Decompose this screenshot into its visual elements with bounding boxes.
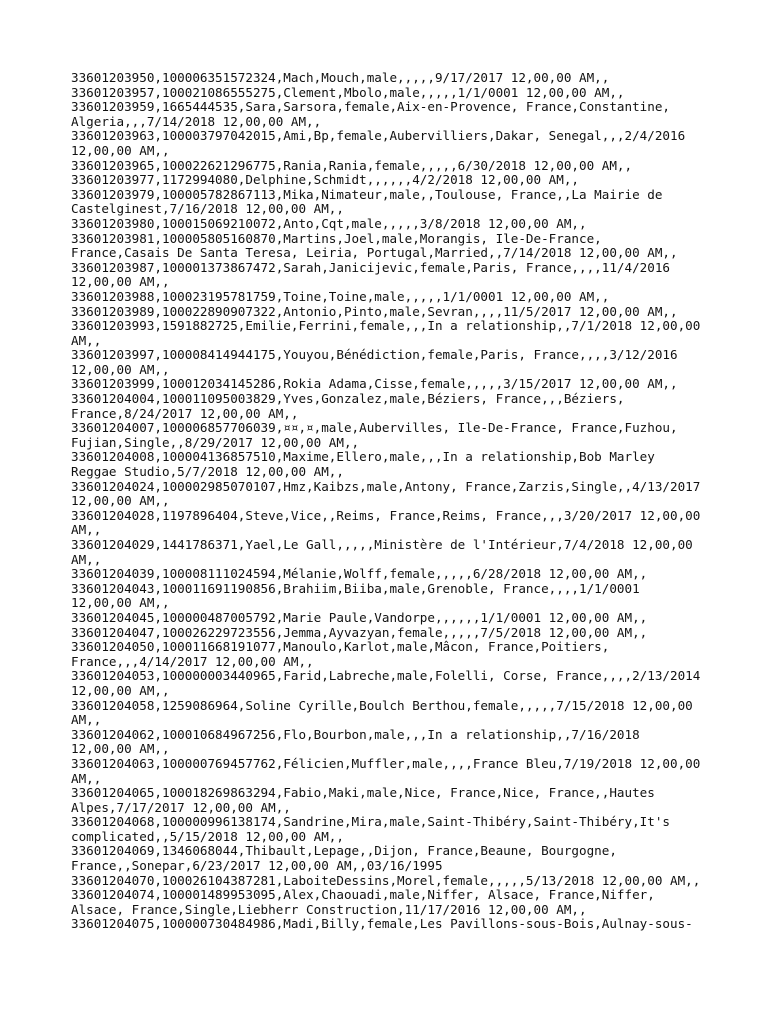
text-line: 33601204045,100000487005792,Marie Paule,Vandorpe,,,,,,1/1/0001 12,00,00 AM,, [71,609,648,625]
text-line: 33601204043,100011691190856,Brahiim,Biiba,male,Grenoble, France,,,,1/1/0001 [71,580,640,596]
text-line: 33601203959,1665444535,Sara,Sarsora,female,Aix-en-Provence, France,Constantine, [71,99,670,115]
text-line: AM,, [71,522,102,538]
text-line: 33601204024,100002985070107,Hmz,Kaibzs,male,Antony, France,Zarzis,Single,,4/13/2017 [71,478,701,494]
text-line: 33601204075,100000730484986,Madi,Billy,female,Les Pavillons-sous-Bois,Aulnay-sous- [71,916,693,932]
text-line: Fujian,Single,,8/29/2017 12,00,00 AM,, [71,434,360,450]
text-line: 12,00,00 AM,, [71,682,170,698]
text-line: France,Casais De Santa Teresa, Leiria, Portugal,Married,,7/14/2018 12,00,00 AM,, [71,245,678,261]
text-line: 12,00,00 AM,, [71,493,170,509]
text-line: AM,, [71,551,102,567]
document-text [71,71,711,932]
text-line: 33601204029,1441786371,Yael,Le Gall,,,,,Ministère de l'Intérieur,7/4/2018 12,00,00 [71,537,693,552]
text-line: Alpes,7/17/2017 12,00,00 AM,, [71,799,291,815]
text-line: 33601204062,100010684967256,Flo,Bourbon,male,,,In a relationship,,7/16/2018 [71,726,640,742]
text-line: France,,,4/14/2017 12,00,00 AM,, [71,653,314,669]
text-line: 33601204063,100000769457762,Félicien,Muffler,male,,,,France Bleu,7/19/2018 12,00,00 [71,755,701,771]
text-line: 12,00,00 AM,, [71,142,170,158]
text-line: 33601204004,100011095003829,Yves,Gonzalez,male,Béziers, France,,,Béziers, [71,391,625,407]
text-line: Algeria,,,7/14/2018 12,00,00 AM,, [71,113,322,129]
text-line: 33601204028,1197896404,Steve,Vice,,Reims, France,Reims, France,,,3/20/2017 12,00,00 [71,507,701,523]
text-line: 33601203987,100001373867472,Sarah,Janicijevic,female,Paris, France,,,,11/4/2016 [71,259,670,275]
text-line: Alsace, France,Single,Liebherr Construction,11/17/2016 12,00,00 AM,, [71,901,587,917]
text-line: 33601203957,100021086555275,Clement,Mbolo,male,,,,,1/1/0001 12,00,00 AM,, [71,84,625,100]
text-line: 33601204074,100001489953095,Alex,Chaouadi,male,Niffer, Alsace, France,Niffer, [71,887,655,903]
text-line: 33601204039,100008111024594,Mélanie,Wolff,female,,,,,6/28/2018 12,00,00 AM,, [71,566,648,582]
text-line: 33601204070,100026104387281,LaboiteDessins,Morel,female,,,,,5/13/2018 12,00,00 AM,, [71,872,701,888]
text-line: 12,00,00 AM,, [71,595,170,611]
text-line: 33601204008,100004136857510,Maxime,Ellero,male,,,In a relationship,Bob Marley [71,449,655,465]
text-line: 12,00,00 AM,, [71,741,170,757]
text-line: 33601203997,100008414944175,Youyou,Bénédiction,female,Paris, France,,,,3/12/2016 [71,347,678,363]
text-line: 33601203999,100012034145286,Rokia Adama,Cisse,female,,,,,3/15/2017 12,00,00 AM,, [71,376,678,392]
text-line: France,,Sonepar,6/23/2017 12,00,00 AM,,03/16/1995 [71,858,443,874]
text-line: 33601204065,100018269863294,Fabio,Maki,male,Nice, France,Nice, France,,Hautes [71,785,655,801]
text-line: 33601203965,100022621296775,Rania,Rania,female,,,,,6/30/2018 12,00,00 AM,, [71,157,633,173]
text-line: 33601204050,100011668191077,Manoulo,Karlot,male,Mâcon, France,Poitiers, [71,639,610,655]
text-line: 33601203993,1591882725,Emilie,Ferrini,female,,,In a relationship,,7/1/2018 12,00,00 [71,318,701,334]
text-line: 33601204058,1259086964,Soline Cyrille,Boulch Berthou,female,,,,,7/15/2018 12,00,00 [71,697,693,713]
text-line: 33601203988,100023195781759,Toine,Toine,male,,,,,1/1/0001 12,00,00 AM,, [71,288,610,304]
text-line: 33601203989,100022890907322,Antonio,Pinto,male,Sevran,,,,11/5/2017 12,00,00 AM,, [71,303,678,319]
text-line: 12,00,00 AM,, [71,274,170,290]
text-line: complicated,,5/15/2018 12,00,00 AM,, [71,828,344,844]
text-line: Reggae Studio,5/7/2018 12,00,00 AM,, [71,464,344,480]
text-line: Castelginest,7/16/2018 12,00,00 AM,, [71,201,344,217]
text-line: 33601204007,100006857706039,¤¤,¤,male,Aubervilles, Ile-De-France, France,Fuzhou, [71,420,678,436]
text-line: 33601203980,100015069210072,Anto,Cqt,male,,,,,3/8/2018 12,00,00 AM,, [71,215,587,231]
text-line: 33601203963,100003797042015,Ami,Bp,female,Aubervilliers,Dakar, Senegal,,,2/4/2016 [71,128,686,144]
text-line: 33601204069,1346068044,Thibault,Lepage,,Dijon, France,Beaune, Bourgogne, [71,843,617,859]
text-line: 12,00,00 AM,, [71,361,170,377]
text-line: France,8/24/2017 12,00,00 AM,, [71,405,299,421]
text-line: AM,, [71,770,102,786]
text-line: 33601204047,100026229723556,Jemma,Ayvazyan,female,,,,,7/5/2018 12,00,00 AM,, [71,624,648,640]
text-line: AM,, [71,712,102,728]
text-line: 33601204053,100000003440965,Farid,Labreche,male,Folelli, Corse, France,,,,2/13/2014 [71,668,701,684]
text-line: 33601204068,100000996138174,Sandrine,Mira,male,Saint-Thibéry,Saint-Thibéry,It's [71,814,670,830]
text-line: 33601203977,1172994080,Delphine,Schmidt,,,,,,4/2/2018 12,00,00 AM,, [71,172,579,188]
text-line: 33601203981,100005805160870,Martins,Joel,male,Morangis, Ile-De-France, [71,230,602,246]
text-line: 33601203950,100006351572324,Mach,Mouch,male,,,,,9/17/2017 12,00,00 AM,, [71,70,610,85]
text-line: 33601203979,100005782867113,Mika,Nimateur,male,,Toulouse, France,,La Mairie de [71,186,663,202]
text-line: AM,, [71,332,102,348]
